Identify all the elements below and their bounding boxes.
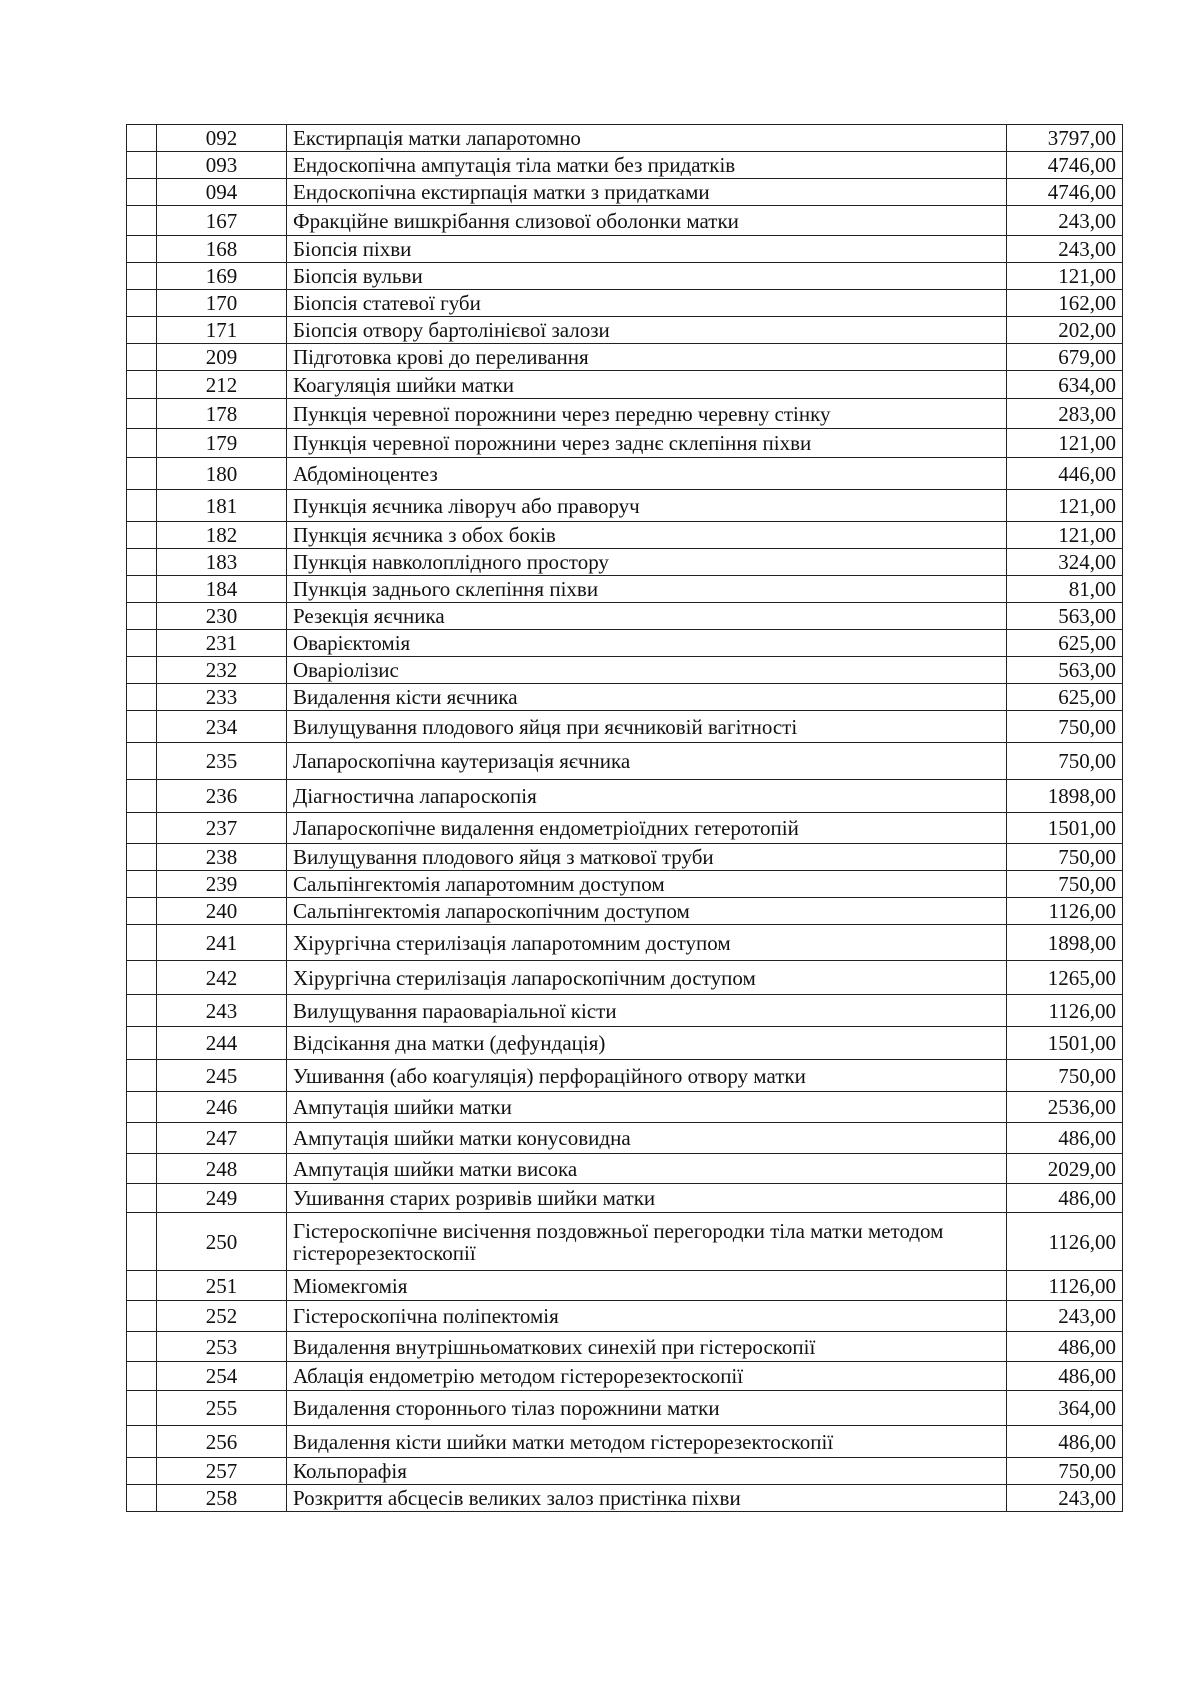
service-code: 239 xyxy=(157,871,287,898)
service-price: 202,00 xyxy=(1007,317,1123,344)
service-name: Хірургічна стерилізація лапаротомним доступом xyxy=(287,925,1007,961)
table-row xyxy=(127,399,1123,429)
service-name: Ендоскопічна ампутація тіла матки без придатків xyxy=(287,152,1007,179)
service-price: 563,00 xyxy=(1007,657,1123,684)
table-row xyxy=(127,1027,1123,1060)
service-code: 094 xyxy=(157,179,287,206)
service-name: Вилущування параоваріальної кісти xyxy=(287,995,1007,1027)
table-row xyxy=(127,1458,1123,1485)
service-name: Оваріолізис xyxy=(287,657,1007,684)
table-row xyxy=(127,263,1123,290)
row-blank-cell xyxy=(127,961,157,995)
table-row xyxy=(127,995,1123,1027)
table-row xyxy=(127,657,1123,684)
service-price: 750,00 xyxy=(1007,711,1123,743)
service-name: Гістероскопічне висічення поздовжньої перегородки тіла матки методом гістерорезектоскопії xyxy=(287,1213,1007,1271)
service-code: 251 xyxy=(157,1271,287,1301)
service-price: 679,00 xyxy=(1007,344,1123,371)
service-price: 750,00 xyxy=(1007,743,1123,780)
service-name: Вилущування плодового яйця з маткової труби xyxy=(287,844,1007,871)
row-blank-cell xyxy=(127,813,157,844)
service-code: 209 xyxy=(157,344,287,371)
table-row xyxy=(127,522,1123,549)
service-price: 486,00 xyxy=(1007,1362,1123,1391)
service-code: 258 xyxy=(157,1485,287,1512)
price-table xyxy=(126,124,1123,1512)
service-price: 1126,00 xyxy=(1007,995,1123,1027)
table-row xyxy=(127,898,1123,925)
service-name: Видалення кісти яєчника xyxy=(287,684,1007,711)
service-code: 235 xyxy=(157,743,287,780)
row-blank-cell xyxy=(127,684,157,711)
table-row xyxy=(127,371,1123,399)
table-row xyxy=(127,317,1123,344)
table-row xyxy=(127,576,1123,603)
row-blank-cell xyxy=(127,1154,157,1184)
service-code: 231 xyxy=(157,630,287,657)
service-price: 625,00 xyxy=(1007,684,1123,711)
service-code: 254 xyxy=(157,1362,287,1391)
service-name: Ампутація шийки матки xyxy=(287,1092,1007,1123)
service-name: Лапароскопічна каутеризація яєчника xyxy=(287,743,1007,780)
service-code: 179 xyxy=(157,429,287,458)
service-name: Підготовка крові до переливання xyxy=(287,344,1007,371)
service-price: 3797,00 xyxy=(1007,125,1123,152)
service-code: 248 xyxy=(157,1154,287,1184)
service-code: 167 xyxy=(157,206,287,236)
service-code: 243 xyxy=(157,995,287,1027)
table-row xyxy=(127,1092,1123,1123)
service-price: 162,00 xyxy=(1007,290,1123,317)
service-name: Екстирпація матки лапаротомно xyxy=(287,125,1007,152)
service-code: 247 xyxy=(157,1123,287,1154)
service-code: 232 xyxy=(157,657,287,684)
row-blank-cell xyxy=(127,1332,157,1362)
table-row xyxy=(127,290,1123,317)
service-name: Ушивання старих розривів шийки матки xyxy=(287,1184,1007,1213)
row-blank-cell xyxy=(127,1060,157,1092)
service-price: 324,00 xyxy=(1007,549,1123,576)
service-code: 237 xyxy=(157,813,287,844)
row-blank-cell xyxy=(127,1362,157,1391)
row-blank-cell xyxy=(127,871,157,898)
table-row xyxy=(127,743,1123,780)
table-row xyxy=(127,429,1123,458)
price-table-body xyxy=(127,125,1123,1512)
table-row xyxy=(127,1060,1123,1092)
service-code: 092 xyxy=(157,125,287,152)
service-price: 2536,00 xyxy=(1007,1092,1123,1123)
service-price: 121,00 xyxy=(1007,522,1123,549)
service-name: Видалення внутрішньоматкових синехій при гістероскопії xyxy=(287,1332,1007,1362)
table-row xyxy=(127,1332,1123,1362)
service-code: 242 xyxy=(157,961,287,995)
service-name: Біопсія статевої губи xyxy=(287,290,1007,317)
service-price: 1126,00 xyxy=(1007,1213,1123,1271)
row-blank-cell xyxy=(127,576,157,603)
table-row xyxy=(127,1154,1123,1184)
service-name: Пункція навколоплідного простору xyxy=(287,549,1007,576)
table-row xyxy=(127,179,1123,206)
service-code: 171 xyxy=(157,317,287,344)
service-name: Біопсія отвору бартолінієвої залози xyxy=(287,317,1007,344)
service-price: 750,00 xyxy=(1007,1458,1123,1485)
service-code: 178 xyxy=(157,399,287,429)
service-code: 252 xyxy=(157,1301,287,1332)
service-price: 243,00 xyxy=(1007,236,1123,263)
row-blank-cell xyxy=(127,925,157,961)
row-blank-cell xyxy=(127,179,157,206)
service-name: Ампутація шийки матки конусовидна xyxy=(287,1123,1007,1154)
service-price: 446,00 xyxy=(1007,458,1123,490)
row-blank-cell xyxy=(127,1301,157,1332)
service-name: Оварієктомія xyxy=(287,630,1007,657)
service-name: Розкриття абсцесів великих залоз пристінка піхви xyxy=(287,1485,1007,1512)
row-blank-cell xyxy=(127,290,157,317)
row-blank-cell xyxy=(127,490,157,522)
service-name: Коагуляція шийки матки xyxy=(287,371,1007,399)
table-row xyxy=(127,711,1123,743)
service-code: 244 xyxy=(157,1027,287,1060)
service-code: 180 xyxy=(157,458,287,490)
row-blank-cell xyxy=(127,1426,157,1458)
row-blank-cell xyxy=(127,603,157,630)
service-price: 1126,00 xyxy=(1007,898,1123,925)
service-price: 750,00 xyxy=(1007,1060,1123,1092)
service-name: Вилущування плодового яйця при яєчниковій вагітності xyxy=(287,711,1007,743)
row-blank-cell xyxy=(127,1485,157,1512)
service-name: Кольпорафія xyxy=(287,1458,1007,1485)
row-blank-cell xyxy=(127,844,157,871)
row-blank-cell xyxy=(127,429,157,458)
row-blank-cell xyxy=(127,263,157,290)
service-price: 1501,00 xyxy=(1007,1027,1123,1060)
table-row xyxy=(127,152,1123,179)
table-row xyxy=(127,1184,1123,1213)
table-row xyxy=(127,1271,1123,1301)
table-row xyxy=(127,1391,1123,1426)
service-price: 2029,00 xyxy=(1007,1154,1123,1184)
service-name: Ушивання (або коагуляція) перфораційного отвору матки xyxy=(287,1060,1007,1092)
table-row xyxy=(127,780,1123,813)
service-name: Діагностична лапароскопія xyxy=(287,780,1007,813)
service-code: 169 xyxy=(157,263,287,290)
row-blank-cell xyxy=(127,371,157,399)
row-blank-cell xyxy=(127,780,157,813)
row-blank-cell xyxy=(127,657,157,684)
row-blank-cell xyxy=(127,1092,157,1123)
service-price: 243,00 xyxy=(1007,1301,1123,1332)
table-row xyxy=(127,1123,1123,1154)
service-price: 1126,00 xyxy=(1007,1271,1123,1301)
service-name: Хірургічна стерилізація лапароскопічним доступом xyxy=(287,961,1007,995)
service-price: 486,00 xyxy=(1007,1184,1123,1213)
service-price: 1898,00 xyxy=(1007,780,1123,813)
row-blank-cell xyxy=(127,630,157,657)
service-price: 81,00 xyxy=(1007,576,1123,603)
service-price: 486,00 xyxy=(1007,1426,1123,1458)
service-code: 230 xyxy=(157,603,287,630)
row-blank-cell xyxy=(127,236,157,263)
service-code: 184 xyxy=(157,576,287,603)
service-code: 245 xyxy=(157,1060,287,1092)
service-code: 238 xyxy=(157,844,287,871)
service-code: 168 xyxy=(157,236,287,263)
service-code: 236 xyxy=(157,780,287,813)
service-name: Аблація ендометрію методом гістерорезектоскопії xyxy=(287,1362,1007,1391)
service-price: 4746,00 xyxy=(1007,179,1123,206)
table-row xyxy=(127,206,1123,236)
service-price: 243,00 xyxy=(1007,1485,1123,1512)
service-price: 486,00 xyxy=(1007,1332,1123,1362)
service-name: Видалення кісти шийки матки методом гістерорезектоскопії xyxy=(287,1426,1007,1458)
table-row xyxy=(127,1485,1123,1512)
table-row xyxy=(127,871,1123,898)
row-blank-cell xyxy=(127,206,157,236)
service-code: 183 xyxy=(157,549,287,576)
service-code: 240 xyxy=(157,898,287,925)
service-name: Ендоскопічна екстирпація матки з придатками xyxy=(287,179,1007,206)
table-row xyxy=(127,1213,1123,1271)
row-blank-cell xyxy=(127,1213,157,1271)
service-name: Біопсія вульви xyxy=(287,263,1007,290)
service-price: 563,00 xyxy=(1007,603,1123,630)
service-code: 093 xyxy=(157,152,287,179)
service-name: Фракційне вишкрібання слизової оболонки матки xyxy=(287,206,1007,236)
service-code: 182 xyxy=(157,522,287,549)
table-row xyxy=(127,236,1123,263)
service-name: Лапароскопічне видалення ендометріоїдних гетеротопій xyxy=(287,813,1007,844)
service-price: 121,00 xyxy=(1007,490,1123,522)
service-name: Видалення стороннього тілаз порожнини матки xyxy=(287,1391,1007,1426)
row-blank-cell xyxy=(127,125,157,152)
table-row xyxy=(127,1301,1123,1332)
table-row xyxy=(127,813,1123,844)
service-price: 4746,00 xyxy=(1007,152,1123,179)
service-price: 1898,00 xyxy=(1007,925,1123,961)
service-name: Пункція яєчника з обох боків xyxy=(287,522,1007,549)
service-name: Пункція яєчника ліворуч або праворуч xyxy=(287,490,1007,522)
service-code: 257 xyxy=(157,1458,287,1485)
service-code: 249 xyxy=(157,1184,287,1213)
service-name: Пункція черевної порожнини через передню черевну стінку xyxy=(287,399,1007,429)
table-row xyxy=(127,549,1123,576)
row-blank-cell xyxy=(127,1458,157,1485)
row-blank-cell xyxy=(127,898,157,925)
row-blank-cell xyxy=(127,1271,157,1301)
service-code: 212 xyxy=(157,371,287,399)
row-blank-cell xyxy=(127,549,157,576)
service-code: 170 xyxy=(157,290,287,317)
row-blank-cell xyxy=(127,711,157,743)
service-name: Пункція черевної порожнини через заднє склепіння піхви xyxy=(287,429,1007,458)
table-row xyxy=(127,630,1123,657)
service-price: 364,00 xyxy=(1007,1391,1123,1426)
service-name: Пункція заднього склепіння піхви xyxy=(287,576,1007,603)
service-name: Абдоміноцентез xyxy=(287,458,1007,490)
table-row xyxy=(127,490,1123,522)
service-code: 234 xyxy=(157,711,287,743)
service-name: Відсікання дна матки (дефундація) xyxy=(287,1027,1007,1060)
table-row xyxy=(127,1362,1123,1391)
service-price: 625,00 xyxy=(1007,630,1123,657)
service-price: 1265,00 xyxy=(1007,961,1123,995)
row-blank-cell xyxy=(127,1184,157,1213)
service-code: 181 xyxy=(157,490,287,522)
service-code: 233 xyxy=(157,684,287,711)
service-code: 246 xyxy=(157,1092,287,1123)
row-blank-cell xyxy=(127,1027,157,1060)
service-price: 121,00 xyxy=(1007,263,1123,290)
service-code: 241 xyxy=(157,925,287,961)
service-code: 256 xyxy=(157,1426,287,1458)
table-row xyxy=(127,458,1123,490)
table-row xyxy=(127,603,1123,630)
row-blank-cell xyxy=(127,152,157,179)
service-price: 1501,00 xyxy=(1007,813,1123,844)
table-row xyxy=(127,925,1123,961)
service-name: Гістероскопічна поліпектомія xyxy=(287,1301,1007,1332)
row-blank-cell xyxy=(127,317,157,344)
table-row xyxy=(127,961,1123,995)
service-name: Ампутація шийки матки висока xyxy=(287,1154,1007,1184)
service-price: 283,00 xyxy=(1007,399,1123,429)
service-name: Біопсія піхви xyxy=(287,236,1007,263)
table-row xyxy=(127,125,1123,152)
service-price: 121,00 xyxy=(1007,429,1123,458)
service-price: 750,00 xyxy=(1007,871,1123,898)
service-code: 250 xyxy=(157,1213,287,1271)
service-price: 634,00 xyxy=(1007,371,1123,399)
row-blank-cell xyxy=(127,344,157,371)
table-row xyxy=(127,684,1123,711)
service-name: Міомекгомія xyxy=(287,1271,1007,1301)
service-code: 253 xyxy=(157,1332,287,1362)
row-blank-cell xyxy=(127,458,157,490)
row-blank-cell xyxy=(127,995,157,1027)
table-row xyxy=(127,1426,1123,1458)
service-price: 486,00 xyxy=(1007,1123,1123,1154)
table-row xyxy=(127,344,1123,371)
table-row xyxy=(127,844,1123,871)
service-price: 243,00 xyxy=(1007,206,1123,236)
service-price: 750,00 xyxy=(1007,844,1123,871)
service-name: Сальпінгектомія лапароскопічним доступом xyxy=(287,898,1007,925)
service-name: Резекція яєчника xyxy=(287,603,1007,630)
row-blank-cell xyxy=(127,399,157,429)
row-blank-cell xyxy=(127,522,157,549)
service-name: Сальпінгектомія лапаротомним доступом xyxy=(287,871,1007,898)
row-blank-cell xyxy=(127,1123,157,1154)
service-code: 255 xyxy=(157,1391,287,1426)
row-blank-cell xyxy=(127,1391,157,1426)
row-blank-cell xyxy=(127,743,157,780)
